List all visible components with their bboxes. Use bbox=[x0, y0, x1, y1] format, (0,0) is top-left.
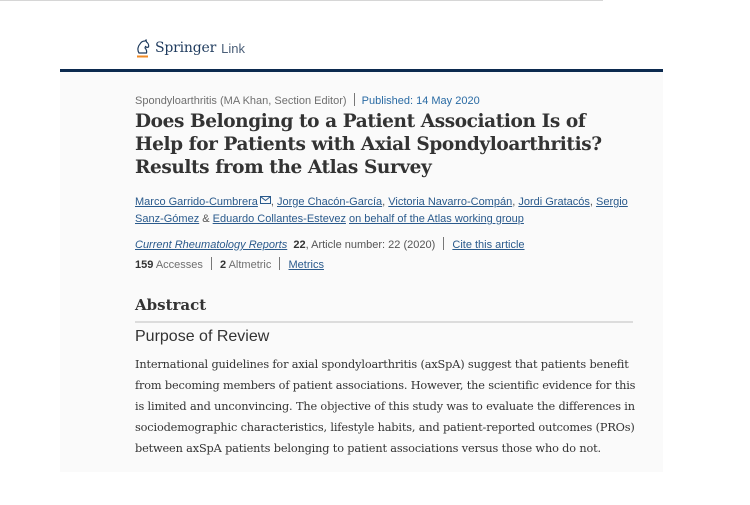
altmetric-label: Altmetric bbox=[228, 259, 272, 271]
divider bbox=[211, 257, 212, 270]
author-link[interactable]: Marco Garrido-Cumbrera bbox=[135, 196, 258, 208]
logo-text-link: Link bbox=[221, 40, 245, 56]
top-divider bbox=[0, 0, 603, 1]
divider bbox=[354, 93, 355, 106]
purpose-heading: Purpose of Review bbox=[135, 328, 270, 345]
metrics-link[interactable]: Metrics bbox=[288, 259, 324, 271]
author-link[interactable]: Sergio Sanz-Gómez bbox=[135, 196, 628, 225]
divider bbox=[279, 257, 280, 270]
article-meta bbox=[135, 93, 480, 107]
envelope-icon[interactable] bbox=[260, 193, 271, 201]
divider bbox=[443, 237, 444, 250]
metrics-bar bbox=[135, 257, 324, 271]
article-number: , Article number: 22 (2020) bbox=[305, 239, 436, 251]
author-link[interactable]: Jordi Gratacós bbox=[518, 196, 590, 208]
logo-text-springer: Springer bbox=[155, 40, 217, 56]
journal-link[interactable]: Current Rheumatology Reports bbox=[135, 239, 288, 251]
altmetric-count: 2 bbox=[220, 259, 227, 271]
accesses-label: Accesses bbox=[155, 259, 203, 271]
springer-link-logo[interactable] bbox=[135, 38, 245, 58]
separator: , bbox=[589, 196, 596, 208]
published-date: Published: 14 May 2020 bbox=[361, 95, 480, 107]
author-link[interactable]: Jorge Chacón-García bbox=[277, 196, 383, 208]
accesses-count: 159 bbox=[135, 259, 154, 271]
author-link[interactable]: Eduardo Collantes-Estevez bbox=[212, 213, 346, 225]
abstract-heading: Abstract bbox=[135, 296, 207, 314]
journal-info bbox=[135, 237, 525, 251]
section-label: Spondyloarthritis (MA Khan, Section Editor) bbox=[135, 95, 347, 107]
separator: , bbox=[270, 196, 277, 208]
author-link[interactable]: Victoria Navarro-Compán bbox=[388, 196, 513, 208]
separator: & bbox=[199, 213, 213, 225]
cite-article-link[interactable]: Cite this article bbox=[452, 239, 525, 251]
abstract-divider bbox=[135, 321, 633, 323]
springer-horse-icon bbox=[135, 39, 151, 59]
article-title: Does Belonging to a Patient Association Is of Help for Patients with Axial Spondyloarthritis? Results from the Atlas Survey bbox=[135, 111, 602, 178]
volume: 22 bbox=[293, 239, 306, 251]
separator: , bbox=[382, 196, 389, 208]
working-group-link[interactable]: on behalf of the Atlas working group bbox=[349, 213, 524, 225]
abstract-paragraph: International guidelines for axial spondyloarthritis (axSpA) suggest that patients benefit from becoming members of patient associations. However, the scientific evidence for this is limited and unconvincing. The objective of this study was to evaluate the differences in sociodemographic characteristics, lifestyle habits, and patient-reported outcomes (PROs) between axSpA patients belonging to patient associations versus those who do not. bbox=[135, 358, 636, 455]
author-list bbox=[135, 193, 635, 228]
separator: , bbox=[512, 196, 519, 208]
